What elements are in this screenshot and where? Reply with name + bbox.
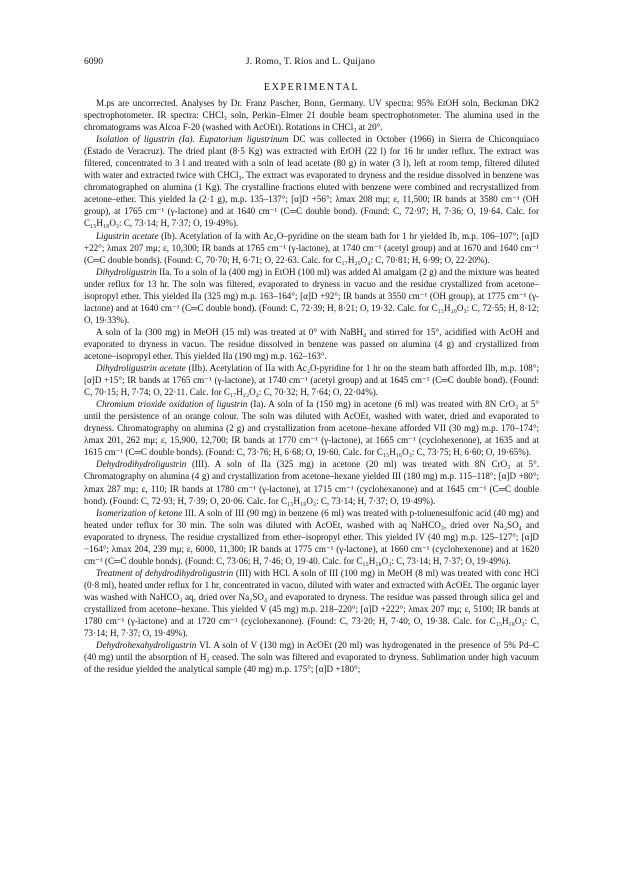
paragraph-text: (III) with HCl. A soln of III (100 mg) in MeOH (8 ml) was treated with conc HCl (0·8 ml), heated under reflux for 1 hr, concentrated in vacuo, diluted with water and extracted with AcOEt. The organic layer was washed with NaHCO₃ aq, dried over Na₂SO₄ and evaporated to dryness. The residue was passed through silica gel and crystallized from acetone–hexane. This yielded V (45 mg) m.p. 218–220°; [α]D +222°; λmax 207 mμ; ε, 5100; IR bands at 1780 cm⁻¹ (γ-lactone) and at 1720 cm⁻¹ (cyclohexanone). (Found: C, 73·20; H, 7·40; O, 19·38. Calc. for C₁₅H₁₈O₃: C, 73·14; H, 7·37; O, 19·49%).: [84, 567, 539, 639]
paragraph-lead: Dihydroligustrin acetate: [96, 363, 186, 374]
running-title: J. Romo, T. Ríos and L. Quijano: [245, 57, 376, 67]
paragraph-lead: Chromium trioxide oxidation of ligustrin: [96, 399, 248, 410]
paragraph-dehydrohexahydroligustrin: [84, 639, 539, 675]
paragraph-text: IIa. To a soln of Ia (400 mg) in EtOH (100 ml) was added Al amalgam (2 g) and the mixture was heated under reflux for 13 hr. The soln was filtered, evaporated to dryness in vacuo and the residue crystallized from acetone–isopropyl ether. This yielded IIa (325 mg) m.p. 163–164°; [α]D +92°; IR bands at 3550 cm⁻¹ (OH group), at 1775 cm⁻¹ (γ-lactone) and at 1640 cm⁻¹ (C═C double bond). (Found: C, 72·39; H, 8·21; O, 19·32. Calc. for C₁₅H₂₀O₃: C, 72·55; H, 8·12; O, 19·33%).: [84, 266, 539, 325]
paragraph-text: (IIb). Acetylation of IIa with Ac₂O-pyridine for 1 hr on the steam bath afforded IIb, m.p. 108°; [α]D +15°; IR bands at 1765 cm⁻¹ (γ-lactone), at 1740 cm⁻¹ (acetyl group) and at 1645 cm⁻¹ (C═C double bond). (Found: C, 70·15; H, 7·74; O, 22·11. Calc. for C₁₇H₂₂O₄: C, 70·32; H, 7·64; O, 22·04%).: [84, 363, 539, 398]
paragraph-text: (III). A soln of IIa (325 mg) in acetone (20 ml) was treated with 8N CrO₃ at 5°. Chromatography on alumina (4 g) and crystallization from acetone–hexane yielded III (180 mg) m.p. 115–118°; [α]D +80°; λmax 287 mμ; ε, 110; IR bands at 1780 cm⁻¹ (γ-lactone), at 1715 cm⁻¹ (cyclohexanone) and at 1645 cm⁻¹ (C═C double bond). (Found: C, 72·93; H, 7·39; O, 20·06. Calc. for C₁₅H₁₈O₃: C, 73·14; H, 7·37; O, 19·49%).: [84, 459, 539, 506]
paragraph-general: [84, 97, 539, 133]
paragraph-nabh4-reduction: [84, 326, 539, 362]
paragraph-text: A soln of Ia (300 mg) in MeOH (15 ml) was treated at 0° with NaBH₄ and stirred for 15°, acidified with AcOH and evaporated to dryness in vacuo. The residue dissolved in benzene was passed on alumina (4 g) and crystallized from acetone–isopropyl ether. This yielded IIa (190 mg) m.p. 162–163°.: [84, 326, 539, 361]
section-heading: EXPERIMENTAL: [263, 82, 360, 93]
running-header: [84, 57, 537, 71]
paragraph-dehydrodihydroligustrin: [84, 458, 539, 506]
paragraph-text: DC was collected in October (1966) in Sierra de Chiconquiaco (Estado de Veracruz). The dried plant (8·5 Kg) was extracted with EtOH (22 l) for 16 hr under reflux. The extract was filtered, concentrated to 3 l and treated with a soln of lead acetate (80 g) in water (3 l), left at room temp, filtered diluted with water and extracted twice with CHCl₃. The extract was evaporated to dryness and the residue dissolved in benzene was chromatographed on alumina (1 Kg). The crystalline fractions eluted with benzene were combined and recrystallized from acetone–ether. This yielded Ia (2·1 g), m.p. 135–137°; [α]D +56°; λmax 208 mμ; ε, 11,500; IR bands at 3580 cm⁻¹ (OH group), at 1765 cm⁻¹ (γ-lactone) and at 1640 cm⁻¹ (C═C double bond). (Found: C, 72·97; H, 7·36; O, 19·64. Calc. for C₁₅H₁₈O₃: C, 73·14; H, 7·37; O, 19·49%).: [84, 134, 539, 229]
page-number: 6090: [84, 57, 103, 67]
paragraph-lead: Dihydroligustrin: [96, 266, 157, 277]
paragraph-lead: Isolation of ligustrin (Ia). Eupatorium ligustrinum: [96, 134, 289, 145]
paragraph-isomerization: [84, 507, 539, 567]
paragraph-text: (Ia). A soln of Ia (150 mg) in acetone (6 ml) was treated with 8N CrO₃ at 5° until the persistence of an orange colour. The soln was diluted with AcOEt, washed with water, dried and evaporated to dryness. Chromatography on alumina (2 g) and crystallization from acetone–hexane afforded VII (30 mg) m.p. 170–174°; λmax 201, 262 mμ; ε, 15,900, 12,700; IR bands at 1770 cm⁻¹ (γ-lactone), at 1665 cm⁻¹ (cyclohexenone), at 1635 and at 1615 cm⁻¹ (C═C double bonds). (Found: C, 73·76; H, 6·68; O, 19·60. Calc. for C₁₅H₁₆O₃: C, 73·75; H, 6·60; O, 19·65%).: [84, 399, 539, 458]
article-body: [84, 82, 539, 675]
paragraph-ligustrin-acetate: [84, 230, 539, 266]
paragraph-lead: Ligustrin acetate: [96, 230, 159, 241]
paragraph-text: III. A soln of III (90 mg) in benzene (6 ml) was treated with p-toluenesulfonic acid (40 mg) and heated under reflux for 30 min. The soln was diluted with AcOEt, washed with aq NaHCO₃, dried over Na₂SO₄ and evaporated to dryness. The residue crystallized from ether–isopropyl ether. This yielded IV (40 mg) m.p. 125–127°; [α]D −164°; λmax 204, 239 mμ; ε, 6000, 11,300; IR bands at 1775 cm⁻¹ (γ-lactone), at 1660 cm⁻¹ (cyclohexenone) and at 1620 cm⁻¹ (C═C double bonds). (Found: C, 73·06; H, 7·46; O, 19·40. Calc. for C₁₅H₁₈O₃: C, 73·14; H, 7·37; O, 19·49%).: [84, 507, 539, 566]
paragraph-chromium-oxidation: [84, 398, 539, 458]
paragraph-lead: Dehydrodihydroligustrin: [96, 459, 187, 470]
paragraph-lead: Dehydrohexahydroligustrin: [96, 640, 197, 651]
paragraph-dihydroligustrin: [84, 266, 539, 326]
paragraph-text: VI. A soln of V (130 mg) in AcOEt (20 ml) was hydrogenated in the presence of 5% Pd–C (40 mg) until the absorption of H₂ ceased. The soln was filtered and evaporated to dryness. Sublimation under high vacuum of the residue yielded the analytical sample (40 mg) m.p. 175°; [α]D +180°;: [84, 640, 539, 675]
paragraph-hcl-treatment: [84, 567, 539, 639]
paragraph-text: (Ib). Acetylation of Ia with Ac₂O–pyridine on the steam bath for 1 hr yielded Ib, m.p. 106–107°; [α]D +22°; λmax 207 mμ; ε, 10,300; IR bands at 1765 cm⁻¹ (γ-lactone), at 1740 cm⁻¹ (acetyl group) and at 1670 and 1640 cm⁻¹ (C═C double bonds). (Found: C, 70·70; H, 6·71; O, 22·63. Calc. for C₁₇H₂₀O₄: C, 70·81; H, 6·99; O, 22·20%).: [84, 230, 539, 265]
paragraph-text: M.ps are uncorrected. Analyses by Dr. Franz Pascher, Bonn, Germany. UV spectra: 95% EtOH soln, Beckman DK2 spectrophotometer. IR spectra: CHCl₃ soln, Perkin–Elmer 21 double beam spectrophotometer. The alumina used in the chromatograms was Alcoa F-20 (washed with AcOEt). Rotations in CHCl₃ at 20°.: [84, 98, 539, 133]
paragraph-lead: Isomerization of ketone: [96, 507, 183, 518]
paragraph-isolation: [84, 133, 539, 229]
paragraph-dihydroligustrin-acetate: [84, 362, 539, 398]
paragraph-lead: Treatment of dehydrodihydroligustrin: [96, 567, 234, 578]
